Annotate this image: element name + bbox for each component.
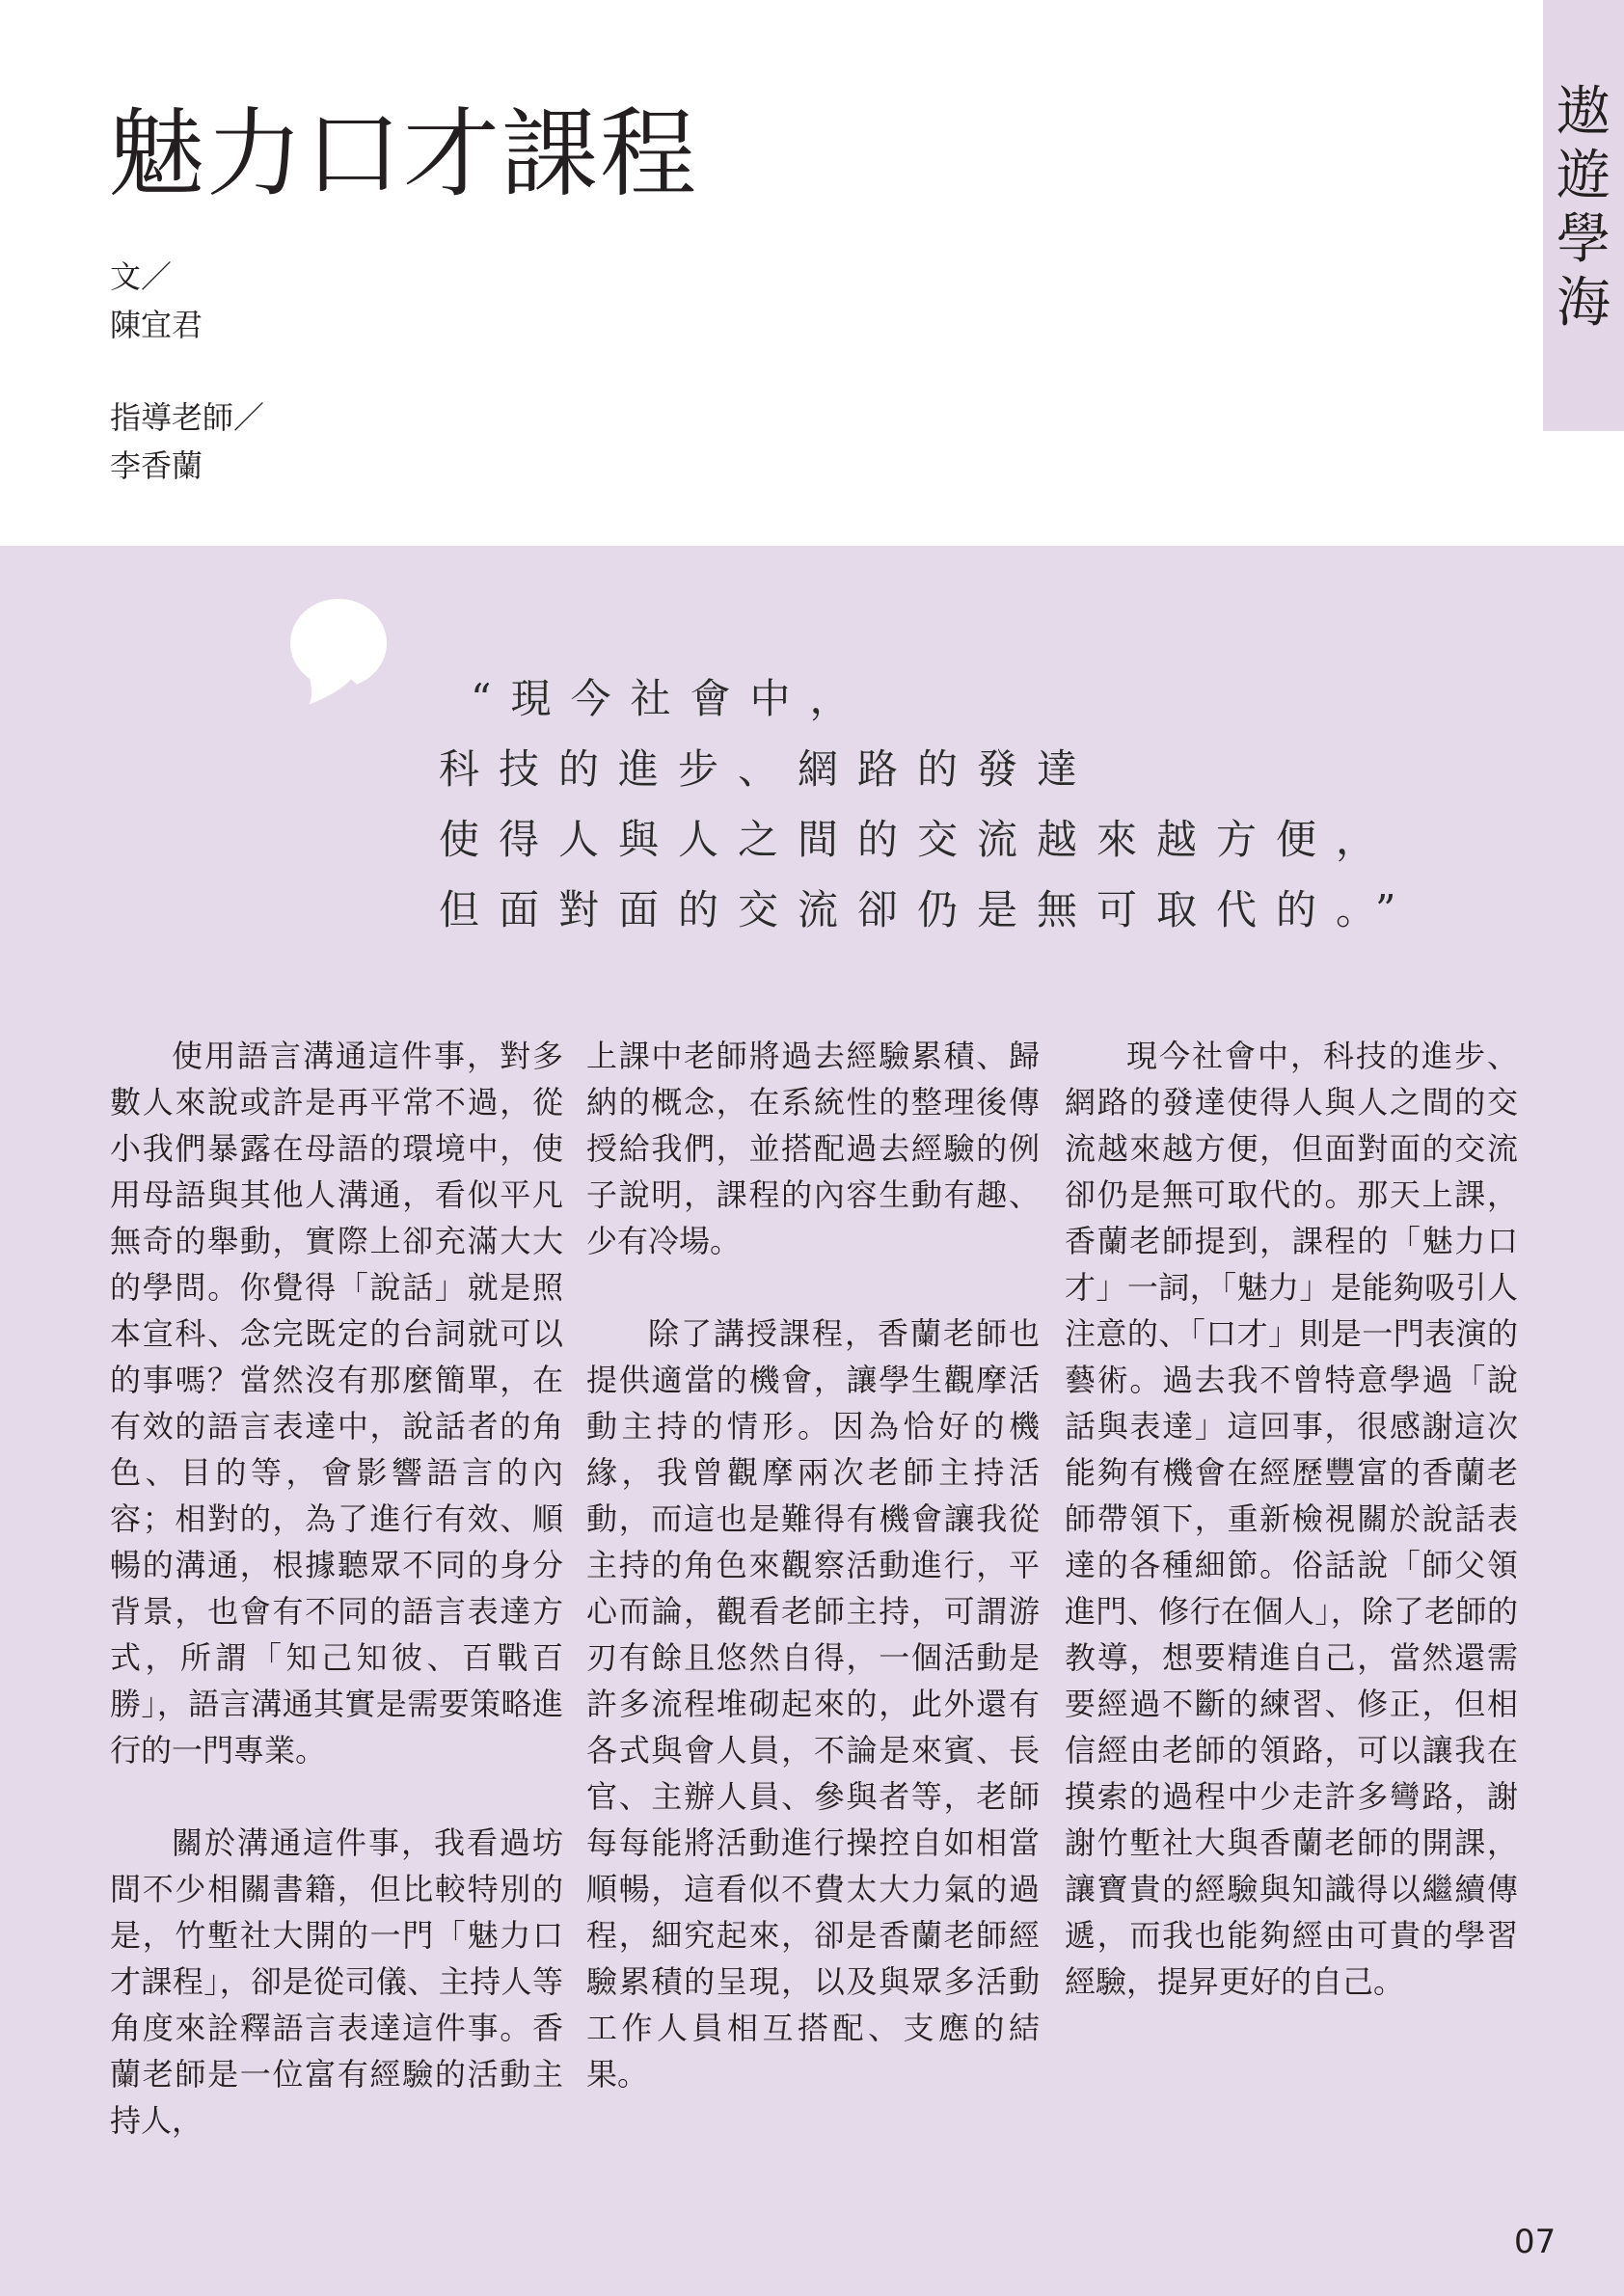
paragraph: 現今社會中，科技的進步、網路的發達使得人與人之間的交流越來越方便，但面對面的交流卻仍是無可取代的。那天上課，香蘭老師提到，課程的「魅力口才」一詞，「魅力」是能夠吸引人注意的、「口才」則是一門表演的藝術。過去我不曾特意學過「說話與表達」這回事，很感謝這次能夠有機會在經歷豐富的香蘭老師帶領下，重新檢視關於說話表達的各種細節。俗話說「師父領進門、修行在個人」，除了老師的教導，想要精進自己，當然還需要經過不斷的練習、修正，但相信經由老師的領路，可以讓我在摸索的過程中少走許多彎路，謝謝竹塹社大與香蘭老師的開課，讓寶貴的經驗與知識得以繼續傳遞，而我也能夠經由可貴的學習經驗，提昇更好的自己。 bbox=[1065, 1038, 1518, 2000]
paragraph: 上課中老師將過去經驗累積、歸納的概念，在系統性的整理後傳授給我們，並搭配過去經驗的例子說明，課程的內容生動有趣、少有冷場。 bbox=[586, 1038, 1040, 1259]
article-title: 魅力口才課程 bbox=[108, 97, 698, 210]
quote-line-4: 但面對面的交流卻仍是無可取代的。” bbox=[439, 886, 1416, 933]
quote-line-3: 使得人與人之間的交流越來越方便， bbox=[439, 816, 1396, 863]
author-label: 文／ bbox=[110, 258, 173, 295]
quote-line-1: “現今社會中， bbox=[471, 675, 870, 722]
page-number: 07 bbox=[1514, 2223, 1556, 2261]
quote-line-2: 科技的進步、網路的發達 bbox=[439, 745, 1097, 793]
author-name: 陳宜君 bbox=[110, 307, 203, 343]
advisor-credit bbox=[110, 393, 264, 490]
article-column-1 bbox=[110, 1033, 563, 2190]
advisor-label: 指導老師／ bbox=[110, 399, 265, 436]
section-tab-text bbox=[1543, 0, 1624, 336]
section-tab bbox=[1543, 0, 1624, 431]
section-tab-char: 海 bbox=[1556, 272, 1610, 335]
advisor-name: 李香蘭 bbox=[110, 447, 203, 484]
article-column-3 bbox=[1065, 1033, 1518, 2051]
speech-bubble-icon bbox=[281, 589, 387, 715]
author-credit bbox=[110, 253, 203, 349]
section-tab-char: 遨 bbox=[1556, 81, 1610, 144]
paragraph: 關於溝通這件事，我看過坊間不少相關書籍，但比較特別的是，竹塹社大開的一門「魅力口才課程」，卻是從司儀、主持人等角度來詮釋語言表達這件事。香蘭老師是一位富有經驗的活動主持人， bbox=[110, 1824, 563, 2139]
paragraph: 除了講授課程，香蘭老師也提供適當的機會，讓學生觀摩活動主持的情形。因為恰好的機緣，我曾觀摩兩次老師主持活動，而這也是難得有機會讓我從主持的角色來觀察活動進行，平心而論，觀看老師主持，可謂游刃有餘且悠然自得，一個活動是許多流程堆砌起來的，此外還有各式與會人員，不論是來賓、長官、主辦人員、參與者等，老師每每能將活動進行操控自如相當順暢，這看似不費太大力氣的過程，細究起來，卻是香蘭老師經驗累積的呈現，以及與眾多活動工作人員相互搭配、支應的結果。 bbox=[586, 1315, 1040, 2093]
paragraph: 使用語言溝通這件事，對多數人來說或許是再平常不過，從小我們暴露在母語的環境中，使用母語與其他人溝通，看似平凡無奇的舉動，實際上卻充滿大大的學問。你覺得「說話」就是照本宣科、念完既定的台詞就可以的事嗎？當然沒有那麼簡單，在有效的語言表達中，說話者的角色、目的等，會影響語言的內容；相對的，為了進行有效、順暢的溝通，根據聽眾不同的身分背景，也會有不同的語言表達方式，所謂「知己知彼、百戰百勝」，語言溝通其實是需要策略進行的一門專業。 bbox=[110, 1038, 563, 1769]
article-column-2 bbox=[586, 1033, 1040, 2144]
section-tab-char: 學 bbox=[1556, 208, 1610, 271]
section-tab-char: 遊 bbox=[1556, 145, 1610, 207]
